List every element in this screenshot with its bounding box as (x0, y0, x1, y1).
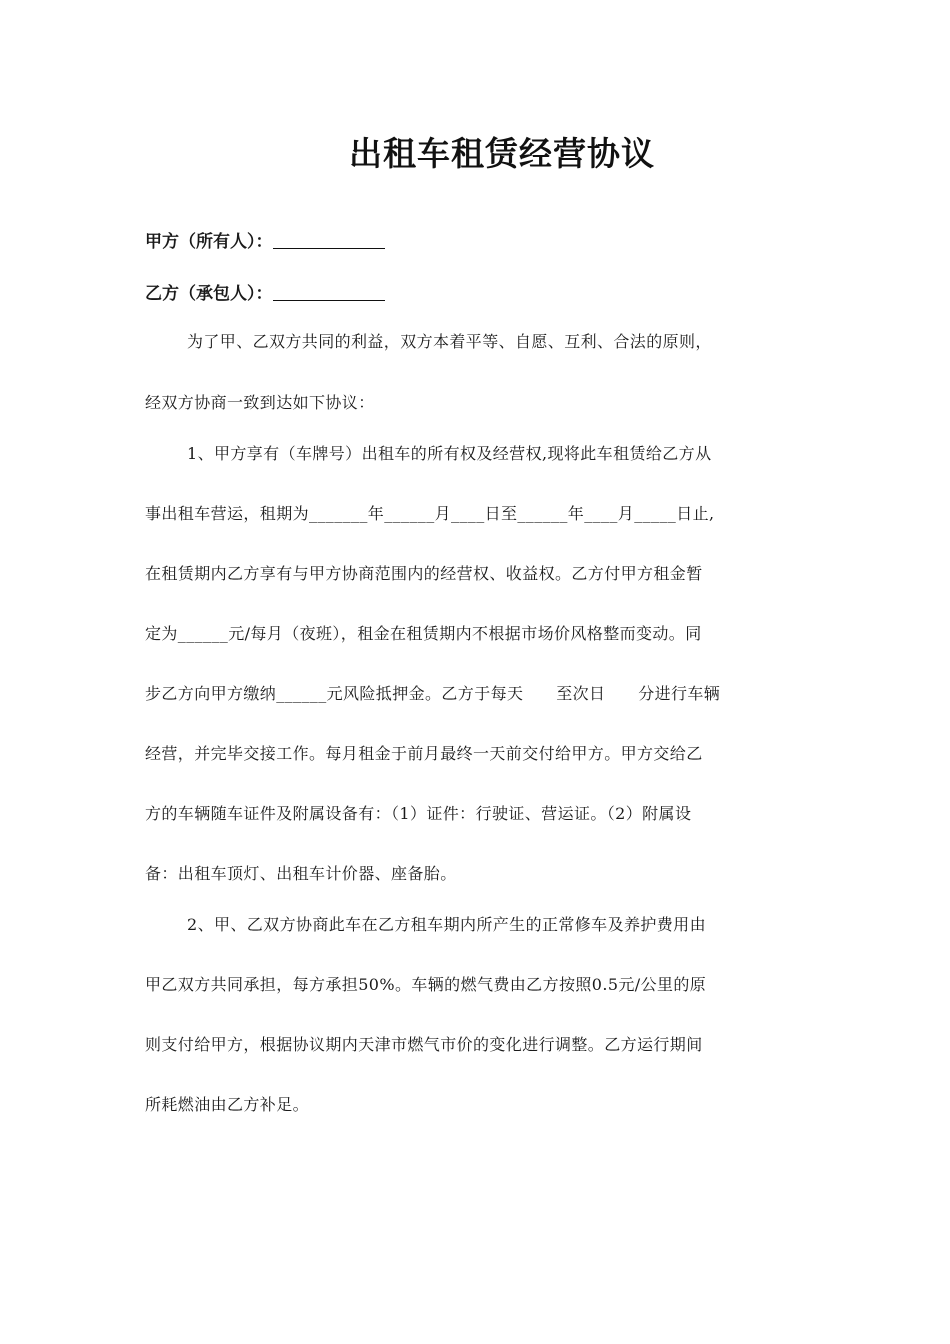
party-b-label: 乙方（承包人）： (145, 284, 273, 304)
party-a-field (145, 227, 385, 252)
body-line: 在租赁期内乙方享有与甲方协商范围内的经营权、收益权。乙方付甲方租金暂 (145, 564, 703, 583)
body-line: 事出租车营运，租期为_______年______月____日至______年____月_____日止, (145, 504, 715, 523)
body-line: 为了甲、乙双方共同的利益，双方本着平等、自愿、互利、合法的原则， (187, 332, 712, 351)
body-line: 甲乙双方共同承担，每方承担50%。车辆的燃气费由乙方按照0.5元/公里的原 (145, 975, 707, 994)
body-line: 则支付给甲方，根据协议期内天津市燃气市价的变化进行调整。乙方运行期间 (145, 1035, 703, 1054)
body-line: 方的车辆随车证件及附属设备有：（1）证件：行驶证、营运证。（2）附属设 (145, 804, 692, 823)
body-line: 备：出租车顶灯、出租车计价器、座备胎。 (145, 864, 457, 883)
body-line: 1、甲方享有（车牌号）出租车的所有权及经营权,现将此车租赁给乙方从 (187, 444, 712, 463)
body-line: 所耗燃油由乙方补足。 (145, 1095, 310, 1114)
body-line: 经营，并完毕交接工作。每月租金于前月最终一天前交付给甲方。甲方交给乙 (145, 744, 703, 763)
party-b-field (145, 279, 385, 304)
page-title: 出租车租赁经营协议 (349, 134, 655, 173)
body-line: 2、甲、乙双方协商此车在乙方租车期内所产生的正常修车及养护费用由 (187, 915, 706, 934)
party-a-label: 甲方（所有人）： (145, 232, 273, 252)
body-line: 步乙方向甲方缴纳______元风险抵押金。乙方于每天 至次日 分进行车辆 (145, 684, 721, 703)
body-line: 定为______元/每月（夜班），租金在租赁期内不根据市场价风格整而变动。同 (145, 624, 702, 643)
party-b-blank (273, 284, 385, 301)
body-line: 经双方协商一致到达如下协议： (145, 393, 375, 412)
party-a-blank (273, 232, 385, 249)
